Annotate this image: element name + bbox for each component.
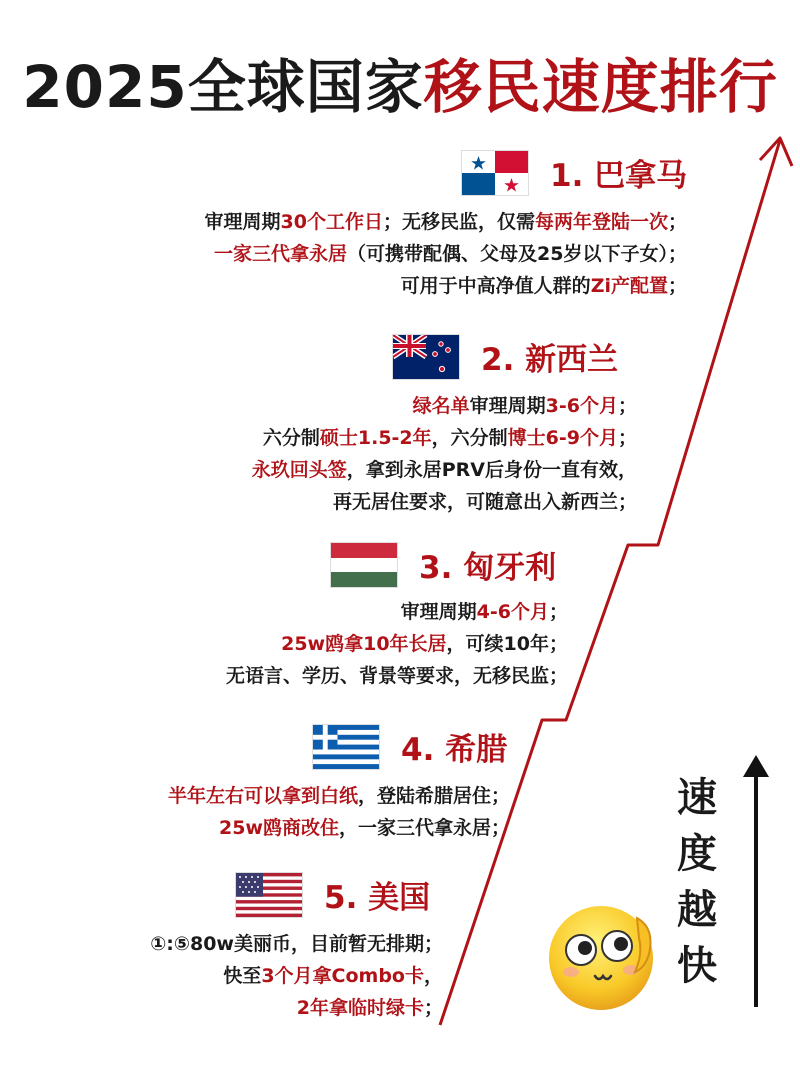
side-label-char: 越 bbox=[677, 887, 717, 933]
country-details-hungary bbox=[226, 596, 568, 692]
body-text: ； bbox=[667, 211, 687, 233]
highlight-text: 绿名单 bbox=[412, 395, 470, 417]
body-text: （可携带配偶、父母及25岁以下子女）； bbox=[347, 243, 687, 265]
title-part-black: 2025全球国家 bbox=[22, 53, 424, 121]
body-text: ； bbox=[667, 275, 687, 297]
body-text: ，一家三代拿永居； bbox=[338, 817, 510, 839]
country-name: 4. 希腊 bbox=[401, 732, 508, 768]
highlight-text: 博士6-9个月 bbox=[507, 427, 618, 449]
body-text: 审理周期 bbox=[204, 211, 281, 233]
body-text: ； bbox=[617, 395, 637, 417]
detail-line bbox=[168, 812, 510, 844]
body-text: ，拿到永居PRV后身份一直有效， bbox=[346, 459, 637, 481]
side-label-char: 快 bbox=[677, 943, 717, 989]
side-label-char: 速 bbox=[677, 775, 717, 821]
highlight-text: 4-6个月 bbox=[476, 601, 549, 623]
body-text: ， bbox=[423, 965, 443, 987]
country-heading-hungary bbox=[331, 542, 556, 587]
body-text: 审理周期 bbox=[469, 395, 546, 417]
detail-line bbox=[252, 390, 637, 422]
highlight-text: Zi产配置 bbox=[590, 275, 668, 297]
highlight-text: 25w鸥拿10年长居 bbox=[281, 633, 447, 655]
country-heading-usa bbox=[236, 872, 430, 917]
speed-faster-label bbox=[670, 770, 724, 994]
hungary-flag-icon bbox=[331, 543, 397, 587]
highlight-text: 2年拿临时绿卡 bbox=[296, 997, 424, 1019]
country-details-greece bbox=[168, 780, 510, 844]
greece-flag-icon bbox=[313, 725, 379, 769]
body-text: 快至 bbox=[223, 965, 262, 987]
smiley-emoji-icon bbox=[545, 898, 663, 1016]
body-text: ； bbox=[548, 601, 568, 623]
body-text: 审理周期 bbox=[400, 601, 477, 623]
panama-flag-icon bbox=[462, 151, 528, 195]
highlight-text: 一家三代拿永居 bbox=[214, 243, 348, 265]
title-part-red: 移民速度排行 bbox=[423, 53, 778, 121]
detail-line bbox=[150, 928, 443, 960]
highlight-text: 永玖回头签 bbox=[251, 459, 347, 481]
body-text: ，登陆希腊居住； bbox=[357, 785, 510, 807]
highlight-text: 25w鸥商改住 bbox=[218, 817, 339, 839]
detail-line bbox=[226, 596, 568, 628]
side-label-char: 度 bbox=[677, 831, 717, 877]
highlight-text: 30个工作日 bbox=[280, 211, 383, 233]
country-name: 3. 匈牙利 bbox=[419, 550, 557, 586]
highlight-text: 每两年登陆一次 bbox=[534, 211, 668, 233]
detail-line bbox=[226, 660, 568, 692]
country-details-panama bbox=[204, 206, 687, 302]
country-details-usa bbox=[150, 928, 443, 1024]
body-text: 六分制 bbox=[262, 427, 320, 449]
body-text: ，六分制 bbox=[431, 427, 508, 449]
country-heading-greece bbox=[313, 724, 507, 769]
body-text: ； bbox=[617, 427, 637, 449]
detail-line bbox=[226, 628, 568, 660]
highlight-text: 3-6个月 bbox=[545, 395, 618, 417]
body-text: ； bbox=[423, 997, 443, 1019]
detail-line bbox=[252, 486, 637, 518]
highlight-text: 3个月拿Combo卡 bbox=[261, 965, 424, 987]
detail-line bbox=[204, 270, 687, 302]
body-text: 可用于中高净值人群的 bbox=[400, 275, 591, 297]
up-arrow-icon bbox=[738, 755, 774, 1015]
country-heading-new-zealand bbox=[393, 334, 618, 379]
usa-flag-icon bbox=[236, 873, 302, 917]
detail-line bbox=[150, 960, 443, 992]
country-details-new-zealand bbox=[252, 390, 637, 518]
highlight-text: 半年左右可以拿到白纸 bbox=[167, 785, 358, 807]
detail-line bbox=[204, 238, 687, 270]
country-name: 1. 巴拿马 bbox=[550, 158, 688, 194]
detail-line bbox=[252, 454, 637, 486]
country-heading-panama bbox=[462, 150, 687, 195]
body-text: ；无移民监，仅需 bbox=[382, 211, 535, 233]
body-text: 再无居住要求，可随意出入新西兰； bbox=[332, 491, 637, 513]
detail-line bbox=[150, 992, 443, 1024]
country-name: 5. 美国 bbox=[324, 880, 431, 916]
detail-line bbox=[204, 206, 687, 238]
body-text: ，可续10年； bbox=[446, 633, 568, 655]
new-zealand-flag-icon bbox=[393, 335, 459, 379]
country-name: 2. 新西兰 bbox=[481, 342, 619, 378]
body-text: 无语言、学历、背景等要求，无移民监； bbox=[225, 665, 568, 687]
highlight-text: 硕士1.5-2年 bbox=[319, 427, 432, 449]
detail-line bbox=[168, 780, 510, 812]
detail-line bbox=[252, 422, 637, 454]
body-text: ①:⑤80w美丽币，目前暂无排期； bbox=[150, 933, 443, 955]
